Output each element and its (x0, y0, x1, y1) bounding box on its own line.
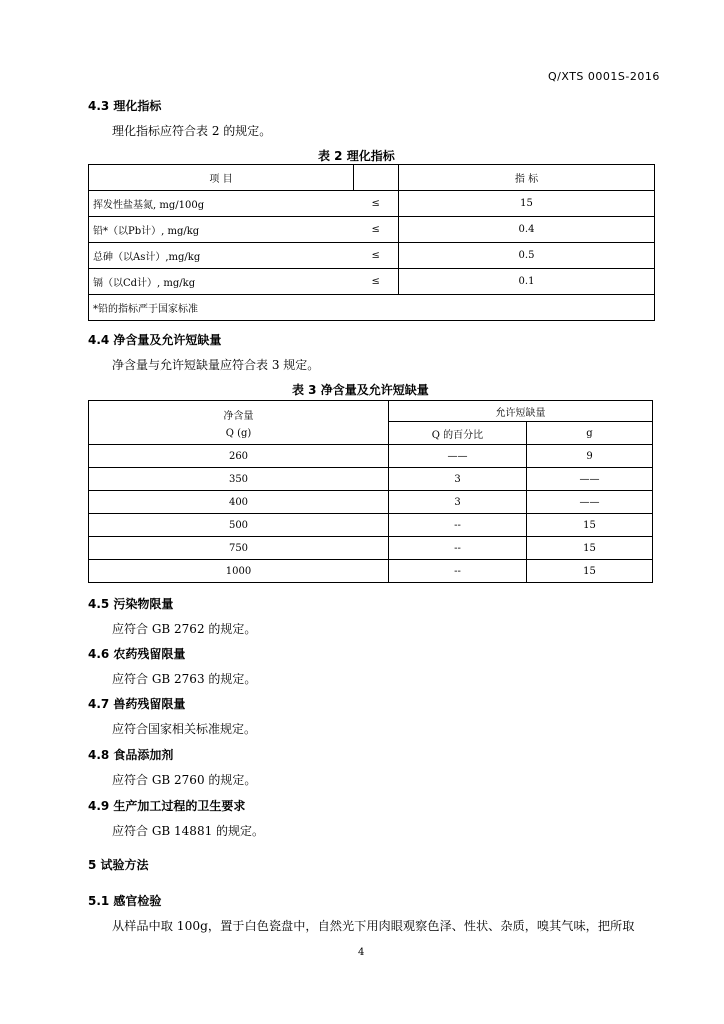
row-value: 0.1 (399, 269, 655, 295)
section-4-4-heading: 4.4 净含量及允许短缺量 (88, 333, 222, 347)
row-operator: ≤ (354, 217, 399, 243)
section-4-9-heading: 4.9 生产加工过程的卫生要求 (88, 799, 246, 813)
cell-q: 500 (89, 514, 389, 537)
table-header-row (89, 165, 655, 191)
header-shortage: 允许短缺量 (389, 401, 653, 422)
cell-percent: 3 (389, 468, 527, 491)
header-blank (354, 165, 399, 191)
table3-caption: 表 3 净含量及允许短缺量 (292, 383, 429, 397)
table-row (89, 560, 653, 583)
cell-grams: —— (527, 468, 653, 491)
cell-percent: -- (389, 514, 527, 537)
cell-q: 400 (89, 491, 389, 514)
row-item: 铅*（以Pb计）, mg/kg (89, 217, 354, 243)
section-5-heading: 5 试验方法 (88, 858, 149, 872)
cell-percent: —— (389, 445, 527, 468)
table-note-row (89, 295, 655, 321)
table-row (89, 514, 653, 537)
table-row (89, 243, 655, 269)
row-operator: ≤ (354, 243, 399, 269)
table-row (89, 537, 653, 560)
table-row (89, 468, 653, 491)
cell-q: 260 (89, 445, 389, 468)
cell-q: 350 (89, 468, 389, 491)
table-row (89, 191, 655, 217)
cell-q: 750 (89, 537, 389, 560)
section-4-6-heading: 4.6 农药残留限量 (88, 647, 186, 661)
document-code: Q/XTS 0001S-2016 (548, 70, 660, 83)
cell-grams: 15 (527, 560, 653, 583)
table2-caption: 表 2 理化指标 (318, 149, 395, 163)
cell-percent: -- (389, 560, 527, 583)
header-net-content (89, 401, 389, 445)
row-item: 总砷（以As计）,mg/kg (89, 243, 354, 269)
row-operator: ≤ (354, 269, 399, 295)
row-item: 镉（以Cd计）, mg/kg (89, 269, 354, 295)
table-physicochemical (88, 164, 655, 321)
row-operator: ≤ (354, 191, 399, 217)
section-5-1-text: 从样品中取 100g，置于白色瓷盘中，自然光下用肉眼观察色泽、性状、杂质，嗅其气味，把所取 (112, 919, 635, 933)
table-row (89, 445, 653, 468)
section-4-8-heading: 4.8 食品添加剂 (88, 748, 174, 762)
row-value: 15 (399, 191, 655, 217)
page-number: 4 (358, 947, 365, 958)
section-4-9-text: 应符合 GB 14881 的规定。 (112, 824, 265, 838)
section-5-1-heading: 5.1 感官检验 (88, 894, 162, 908)
table-row (89, 269, 655, 295)
table-net-content (88, 400, 653, 583)
cell-percent: 3 (389, 491, 527, 514)
section-4-5-text: 应符合 GB 2762 的规定。 (112, 622, 257, 636)
cell-grams: 9 (527, 445, 653, 468)
section-4-4-text: 净含量与允许短缺量应符合表 3 规定。 (112, 358, 320, 372)
cell-q: 1000 (89, 560, 389, 583)
section-4-7-heading: 4.7 兽药残留限量 (88, 697, 186, 711)
header-net-content-label: 净含量 (223, 410, 254, 422)
header-grams: g (527, 422, 653, 445)
table-row (89, 491, 653, 514)
section-4-5-heading: 4.5 污染物限量 (88, 597, 174, 611)
header-item: 项 目 (89, 165, 354, 191)
header-percent: Q 的百分比 (389, 422, 527, 445)
cell-percent: -- (389, 537, 527, 560)
table-row (89, 217, 655, 243)
section-4-7-text: 应符合国家相关标准规定。 (112, 722, 257, 736)
cell-grams: 15 (527, 537, 653, 560)
row-item: 挥发性盐基氮, mg/100g (89, 191, 354, 217)
cell-grams: 15 (527, 514, 653, 537)
cell-grams: —— (527, 491, 653, 514)
row-value: 0.4 (399, 217, 655, 243)
table-note: *铅的指标严于国家标准 (89, 295, 655, 321)
section-4-6-text: 应符合 GB 2763 的规定。 (112, 672, 257, 686)
table-header-row (89, 401, 653, 422)
header-value: 指 标 (399, 165, 655, 191)
section-4-3-text: 理化指标应符合表 2 的规定。 (112, 124, 272, 138)
section-4-3-heading: 4.3 理化指标 (88, 99, 162, 113)
row-value: 0.5 (399, 243, 655, 269)
header-net-content-unit: Q (g) (225, 427, 252, 439)
section-4-8-text: 应符合 GB 2760 的规定。 (112, 773, 257, 787)
